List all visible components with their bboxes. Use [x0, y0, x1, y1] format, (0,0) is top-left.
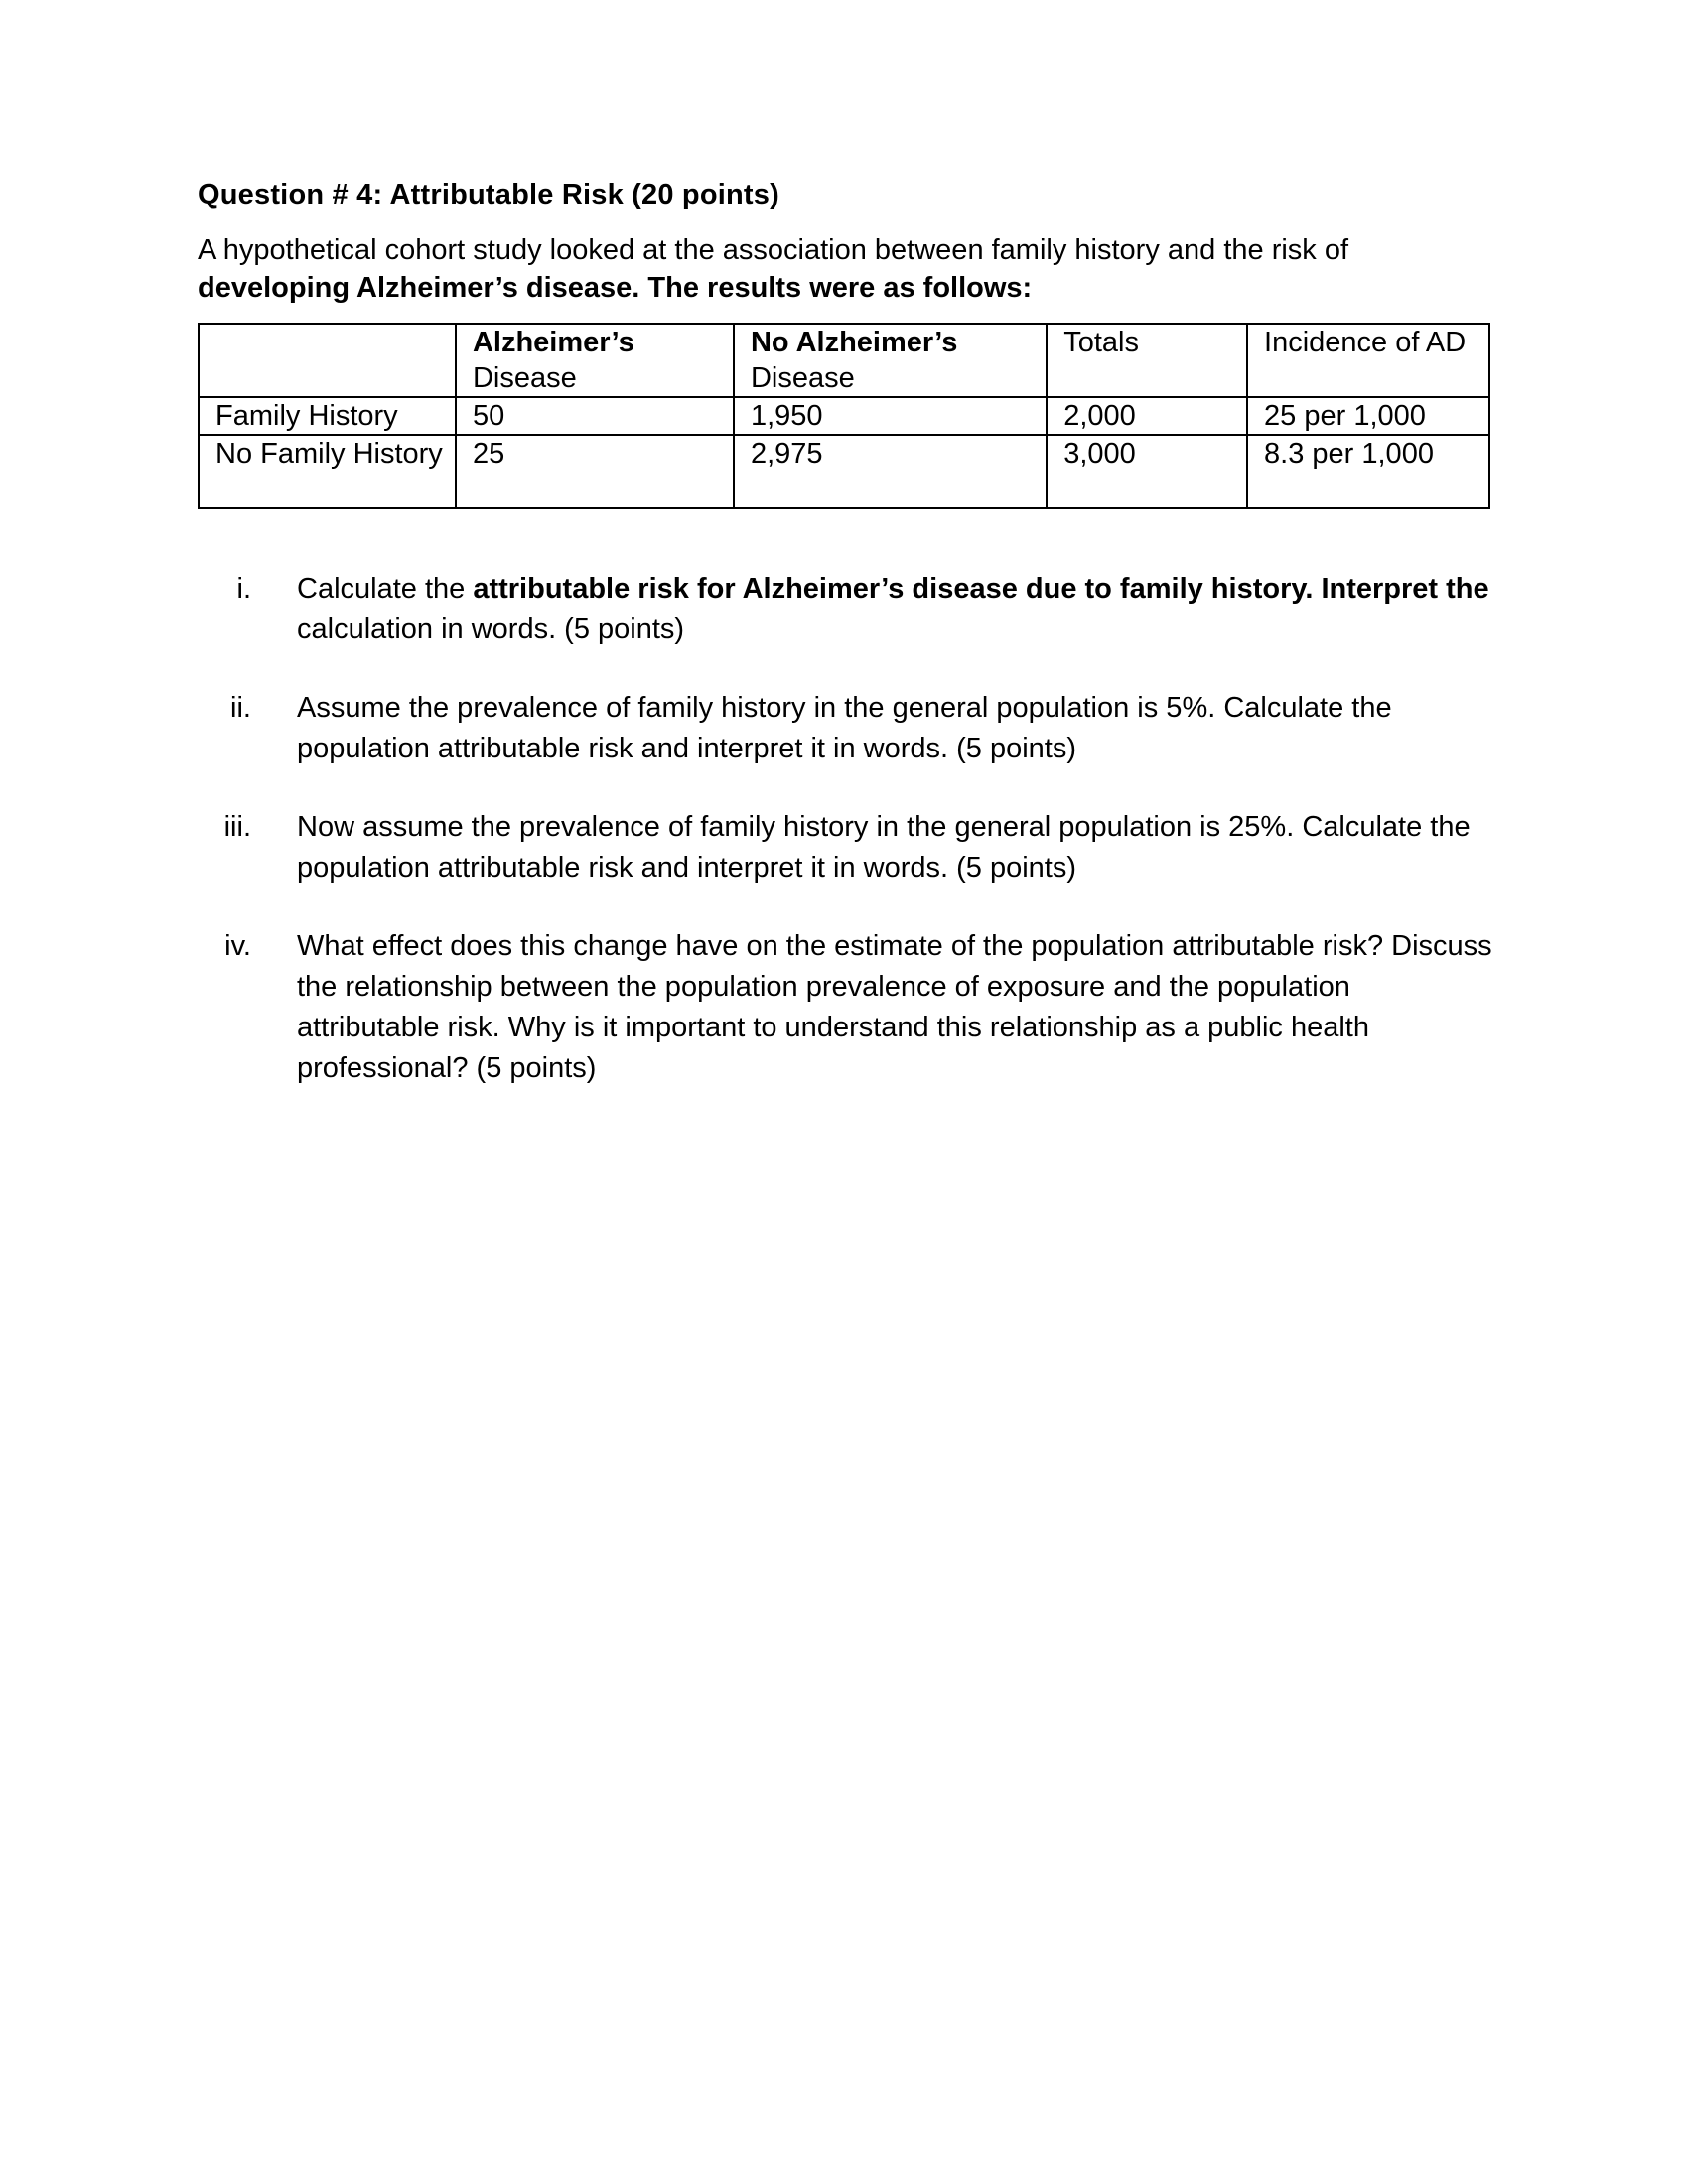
intro-paragraph: [198, 231, 1488, 307]
table-cell: 8.3 per 1,000: [1247, 435, 1489, 508]
item-number: iv.: [224, 930, 251, 962]
table-header-cell: [199, 324, 456, 397]
table-header-cell: [1047, 324, 1247, 397]
list-item: [198, 569, 1498, 650]
table-cell: Family History: [199, 397, 456, 435]
item-text-segment: Calculate the: [297, 573, 474, 605]
table-cell: 1,950: [734, 397, 1047, 435]
list-item: [198, 807, 1498, 888]
table-cell: 25 per 1,000: [1247, 397, 1489, 435]
table-header-cell: [734, 324, 1047, 397]
table-header-cell: [456, 324, 734, 397]
results-table: [198, 323, 1490, 509]
item-number: i.: [236, 573, 251, 605]
document-page: [198, 175, 1492, 1127]
list-item: [198, 688, 1498, 769]
item-text: Now assume the prevalence of family history in the general population is 25%. Calculate the population attributable risk and interpret it in words. (5 points): [297, 811, 1471, 884]
table-cell: No Family History: [199, 435, 456, 508]
item-text: Assume the prevalence of family history in the general population is 5%. Calculate the population attributable risk and interpret it in words. (5 points): [297, 692, 1392, 764]
question-list: [198, 569, 1492, 1089]
item-number: iii.: [223, 811, 251, 843]
item-text: What effect does this change have on the estimate of the population attributable risk? Discuss the relationship between the population prevalence of exposure and the population attributable risk. Why is it important to understand this relationship as a public health professional? (5 points): [297, 930, 1492, 1084]
item-text-segment: calculation in words. (5 points): [297, 614, 685, 645]
table-header-cell: [1247, 324, 1489, 397]
question-title: Question # 4: Attributable Risk (20 points): [198, 179, 779, 210]
table-cell: 2,975: [734, 435, 1047, 508]
table-cell: 50: [456, 397, 734, 435]
item-text: [297, 573, 1489, 645]
intro-text: A hypothetical cohort study looked at the association between family history and the risk of: [198, 234, 1349, 266]
list-item: [198, 926, 1498, 1089]
table-row: [199, 435, 1489, 508]
header-label: Incidence of AD: [1264, 327, 1467, 358]
header-label: Disease: [750, 362, 855, 394]
intro-bold-text: developing Alzheimer’s disease. The results were as follows:: [198, 272, 1033, 304]
table-cell: 25: [456, 435, 734, 508]
table-cell: 3,000: [1047, 435, 1247, 508]
item-number: ii.: [230, 692, 251, 724]
item-bold-segment: attributable risk for Alzheimer’s disease due to family history. Interpret the: [473, 573, 1489, 605]
table-header-row: [199, 324, 1489, 397]
header-bold-label: No Alzheimer’s: [750, 327, 958, 358]
table-row: [199, 397, 1489, 435]
table-cell: 2,000: [1047, 397, 1247, 435]
header-label: Disease: [472, 362, 577, 394]
header-bold-label: Alzheimer’s: [472, 327, 634, 358]
header-label: Totals: [1063, 327, 1139, 358]
